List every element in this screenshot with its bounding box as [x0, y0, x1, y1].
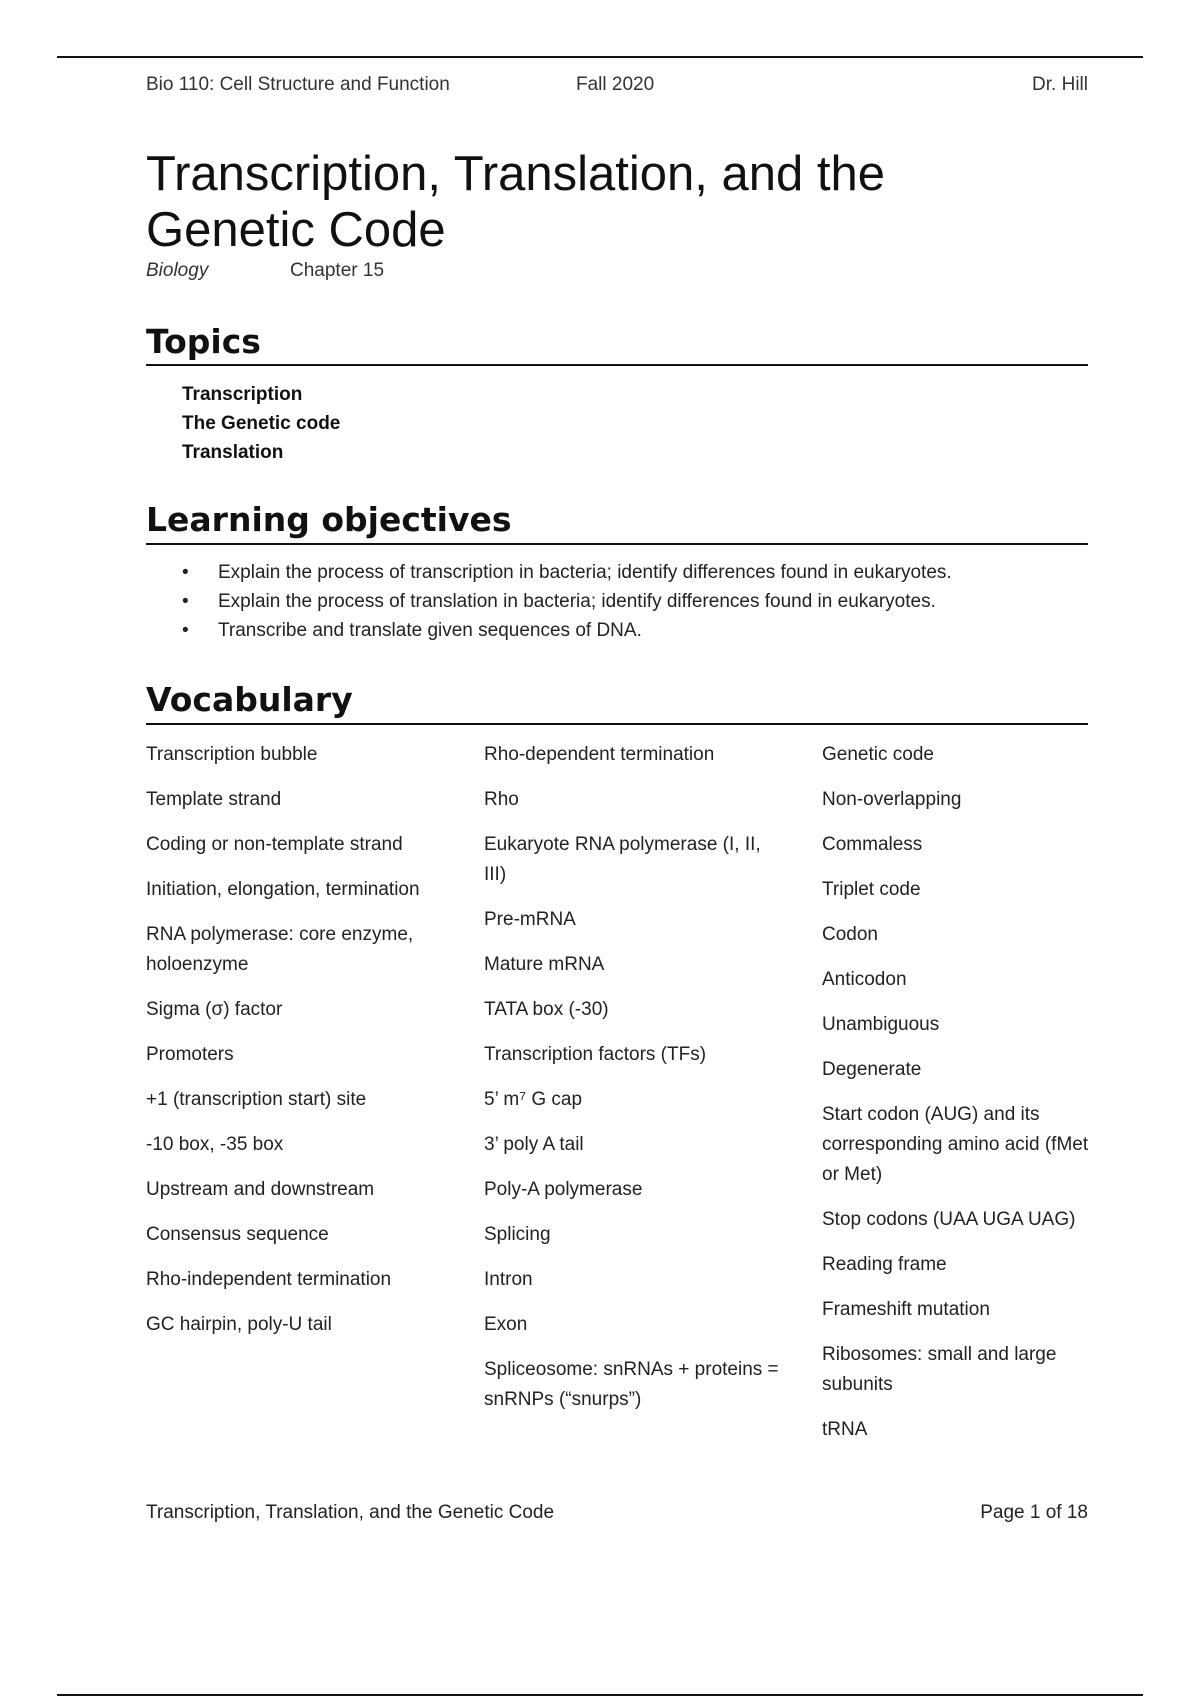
vocab-term: Start codon (AUG) and its corresponding amino acid (fMet or Met) [822, 1104, 1089, 1185]
vocab-term: Non-overlapping [822, 789, 962, 810]
book-name: Biology [146, 260, 209, 281]
chapter-label: Chapter 15 [290, 260, 385, 281]
page-footer [146, 1502, 1088, 1530]
objective-text: Explain the process of translation in bacteria; identify differences found in eukaryotes. [218, 591, 936, 612]
course-name: Bio 110: Cell Structure and Function [146, 74, 450, 95]
page-title: Transcription, Translation, and the Genetic Code [146, 147, 886, 257]
vocab-term: Spliceosome: snRNAs + proteins = snRNPs (“snurps”) [484, 1359, 779, 1410]
vocab-term: RNA polymerase: core enzyme, holoenzyme [146, 924, 414, 975]
vocab-term: 5’ m⁷ G cap [484, 1089, 583, 1110]
vocab-term: Commaless [822, 834, 923, 855]
objective-text: Explain the process of transcription in bacteria; identify differences found in eukaryotes. [218, 562, 952, 583]
vocab-term: +1 (transcription start) site [146, 1089, 367, 1110]
objectives-list [182, 558, 952, 645]
vocab-term: Triplet code [822, 879, 921, 900]
vocab-term: Coding or non-template strand [146, 834, 403, 855]
vocabulary-column-3 [822, 740, 1102, 1460]
vocab-term: Anticodon [822, 969, 907, 990]
vocabulary-heading: Vocabulary [146, 680, 353, 719]
vocab-term: Transcription factors (TFs) [484, 1044, 707, 1065]
subtitle [146, 260, 385, 282]
vocab-term: Genetic code [822, 744, 934, 765]
vocab-term: Poly-A polymerase [484, 1179, 643, 1200]
vocab-term: Mature mRNA [484, 954, 605, 975]
vocab-term: TATA box (-30) [484, 999, 609, 1020]
vocabulary-column-2 [484, 740, 784, 1430]
vocab-term: Rho [484, 789, 519, 810]
vocab-term: Eukaryote RNA polymerase (I, II, III) [484, 834, 761, 885]
vocab-term: Upstream and downstream [146, 1179, 375, 1200]
term: Fall 2020 [576, 74, 655, 95]
vocab-term: Stop codons (UAA UGA UAG) [822, 1209, 1076, 1230]
vocab-term: 3’ poly A tail [484, 1134, 584, 1155]
objectives-heading: Learning objectives [146, 500, 512, 539]
vocab-term: Template strand [146, 789, 282, 810]
vocab-term: Rho-independent termination [146, 1269, 392, 1290]
vocabulary-column-1 [146, 740, 446, 1355]
page-number: Page 1 of 18 [980, 1502, 1088, 1523]
vocab-term: Initiation, elongation, termination [146, 879, 420, 900]
footer-title: Transcription, Translation, and the Genetic Code [146, 1502, 555, 1523]
objectives-rule [146, 543, 1088, 545]
instructor: Dr. Hill [1032, 74, 1088, 95]
vocab-term: Pre-mRNA [484, 909, 576, 930]
topic-item: Translation [182, 442, 284, 463]
vocab-term: GC hairpin, poly-U tail [146, 1314, 332, 1335]
topic-item: The Genetic code [182, 413, 341, 434]
objective-item [182, 616, 952, 645]
vocab-term: Codon [822, 924, 878, 945]
bullet-icon: • [182, 591, 189, 612]
vocab-term: Sigma (σ) factor [146, 999, 283, 1020]
objective-item [182, 558, 952, 587]
topics-rule [146, 364, 1088, 366]
vocab-term: Promoters [146, 1044, 234, 1065]
vocab-term: Rho-dependent termination [484, 744, 715, 765]
vocab-term: Frameshift mutation [822, 1299, 990, 1320]
topic-item: Transcription [182, 384, 303, 405]
vocab-term: Ribosomes: small and large subunits [822, 1344, 1057, 1395]
top-rule [57, 56, 1143, 58]
vocab-term: Splicing [484, 1224, 551, 1245]
objective-item [182, 587, 952, 616]
vocab-term: Degenerate [822, 1059, 922, 1080]
vocab-term: -10 box, -35 box [146, 1134, 284, 1155]
vocab-term: Consensus sequence [146, 1224, 329, 1245]
objective-text: Transcribe and translate given sequences of DNA. [218, 620, 642, 641]
bottom-rule [57, 1694, 1143, 1696]
vocab-term: Unambiguous [822, 1014, 940, 1035]
vocab-term: Intron [484, 1269, 533, 1290]
bullet-icon: • [182, 620, 189, 641]
bullet-icon: • [182, 562, 189, 583]
vocab-term: Transcription bubble [146, 744, 318, 765]
topics-list [182, 380, 340, 467]
topics-heading: Topics [146, 322, 261, 361]
page-header [146, 74, 1088, 100]
vocabulary-rule [146, 723, 1088, 725]
vocab-term: Exon [484, 1314, 528, 1335]
vocab-term: tRNA [822, 1419, 868, 1440]
vocab-term: Reading frame [822, 1254, 947, 1275]
